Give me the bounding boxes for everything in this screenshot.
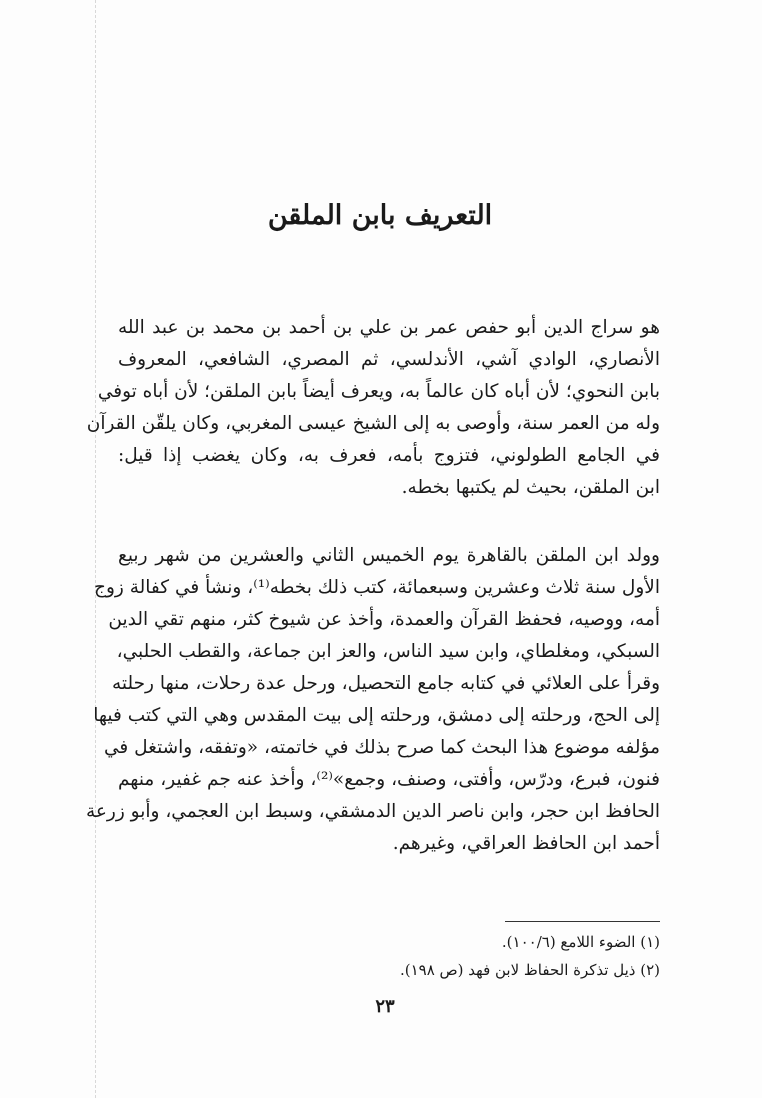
paragraph-biography [86,312,660,504]
text-line: فنون، فبرع، ودرّس، وأفتى، وصنف، وجمع»⁽²⁾، وأخذ عنه جم غفير، منهم [118,769,660,790]
text-line: الحافظ ابن حجر، وابن ناصر الدين الدمشقي، وسبط ابن العجمي، وأبو زرعة [85,801,660,822]
page-number: ٢٣ [375,996,395,1017]
chapter-title: التعريف بابن الملقن [267,200,493,231]
paragraph-birth-studies [85,540,660,860]
text-line: وله من العمر سنة، وأوصى به إلى الشيخ عيسى المغربي، وكان يلقّن القرآن [86,413,660,434]
text-line: الأول سنة ثلاث وعشرين وسبعمائة، كتب ذلك بخطه⁽¹⁾، ونشأ في كفالة زوج [94,577,660,598]
text-line: بابن النحوي؛ لأن أباه كان عالماً به، ويعرف أيضاً بابن الملقن؛ لأن أباه توفي [97,381,660,402]
text-line: هو سراج الدين أبو حفص عمر بن علي بن أحمد بن محمد بن عبد الله [118,317,660,338]
footnote: (٢) ذيل تذكرة الحفاظ لابن فهد (ص ١٩٨). [399,961,660,979]
footnote-separator [505,921,660,922]
text-line: في الجامع الطولوني، فتزوج بأمه، فعرف به، وكان يغضب إذا قيل: [118,445,660,466]
text-line: أمه، ووصيه، فحفظ القرآن والعمدة، وأخذ عن شيوخ كثر، منهم تقي الدين [108,609,660,630]
footnote: (١) الضوء اللامع (١٠٠/٦). [501,933,660,951]
text-line: وقرأ على العلائي في كتابه جامع التحصيل، ورحل عدة رحلات، منها رحلته [112,673,660,694]
text-line: السبكي، ومغلطاي، وابن سيد الناس، والعز ابن جماعة، والقطب الحلبي، [116,641,660,662]
text-line: وولد ابن الملقن بالقاهرة يوم الخميس الثاني والعشرين من شهر ربيع [118,545,660,566]
text-line: ابن الملقن، بحيث لم يكتبها بخطه. [401,477,660,498]
text-line: إلى الحج، ورحلته إلى دمشق، ورحلته إلى بيت المقدس وهي التي كتب فيها [93,705,660,726]
text-line: مؤلفه موضوع هذا البحث كما صرح بذلك في خاتمته، «وتفقه، واشتغل في [103,737,660,758]
text-line: أحمد ابن الحافظ العراقي، وغيرهم. [392,833,660,854]
text-line: الأنصاري، الوادي آشي، الأندلسي، ثم المصري، الشافعي، المعروف [118,349,660,370]
page-edge-line [95,0,96,1098]
footnotes [118,928,660,984]
